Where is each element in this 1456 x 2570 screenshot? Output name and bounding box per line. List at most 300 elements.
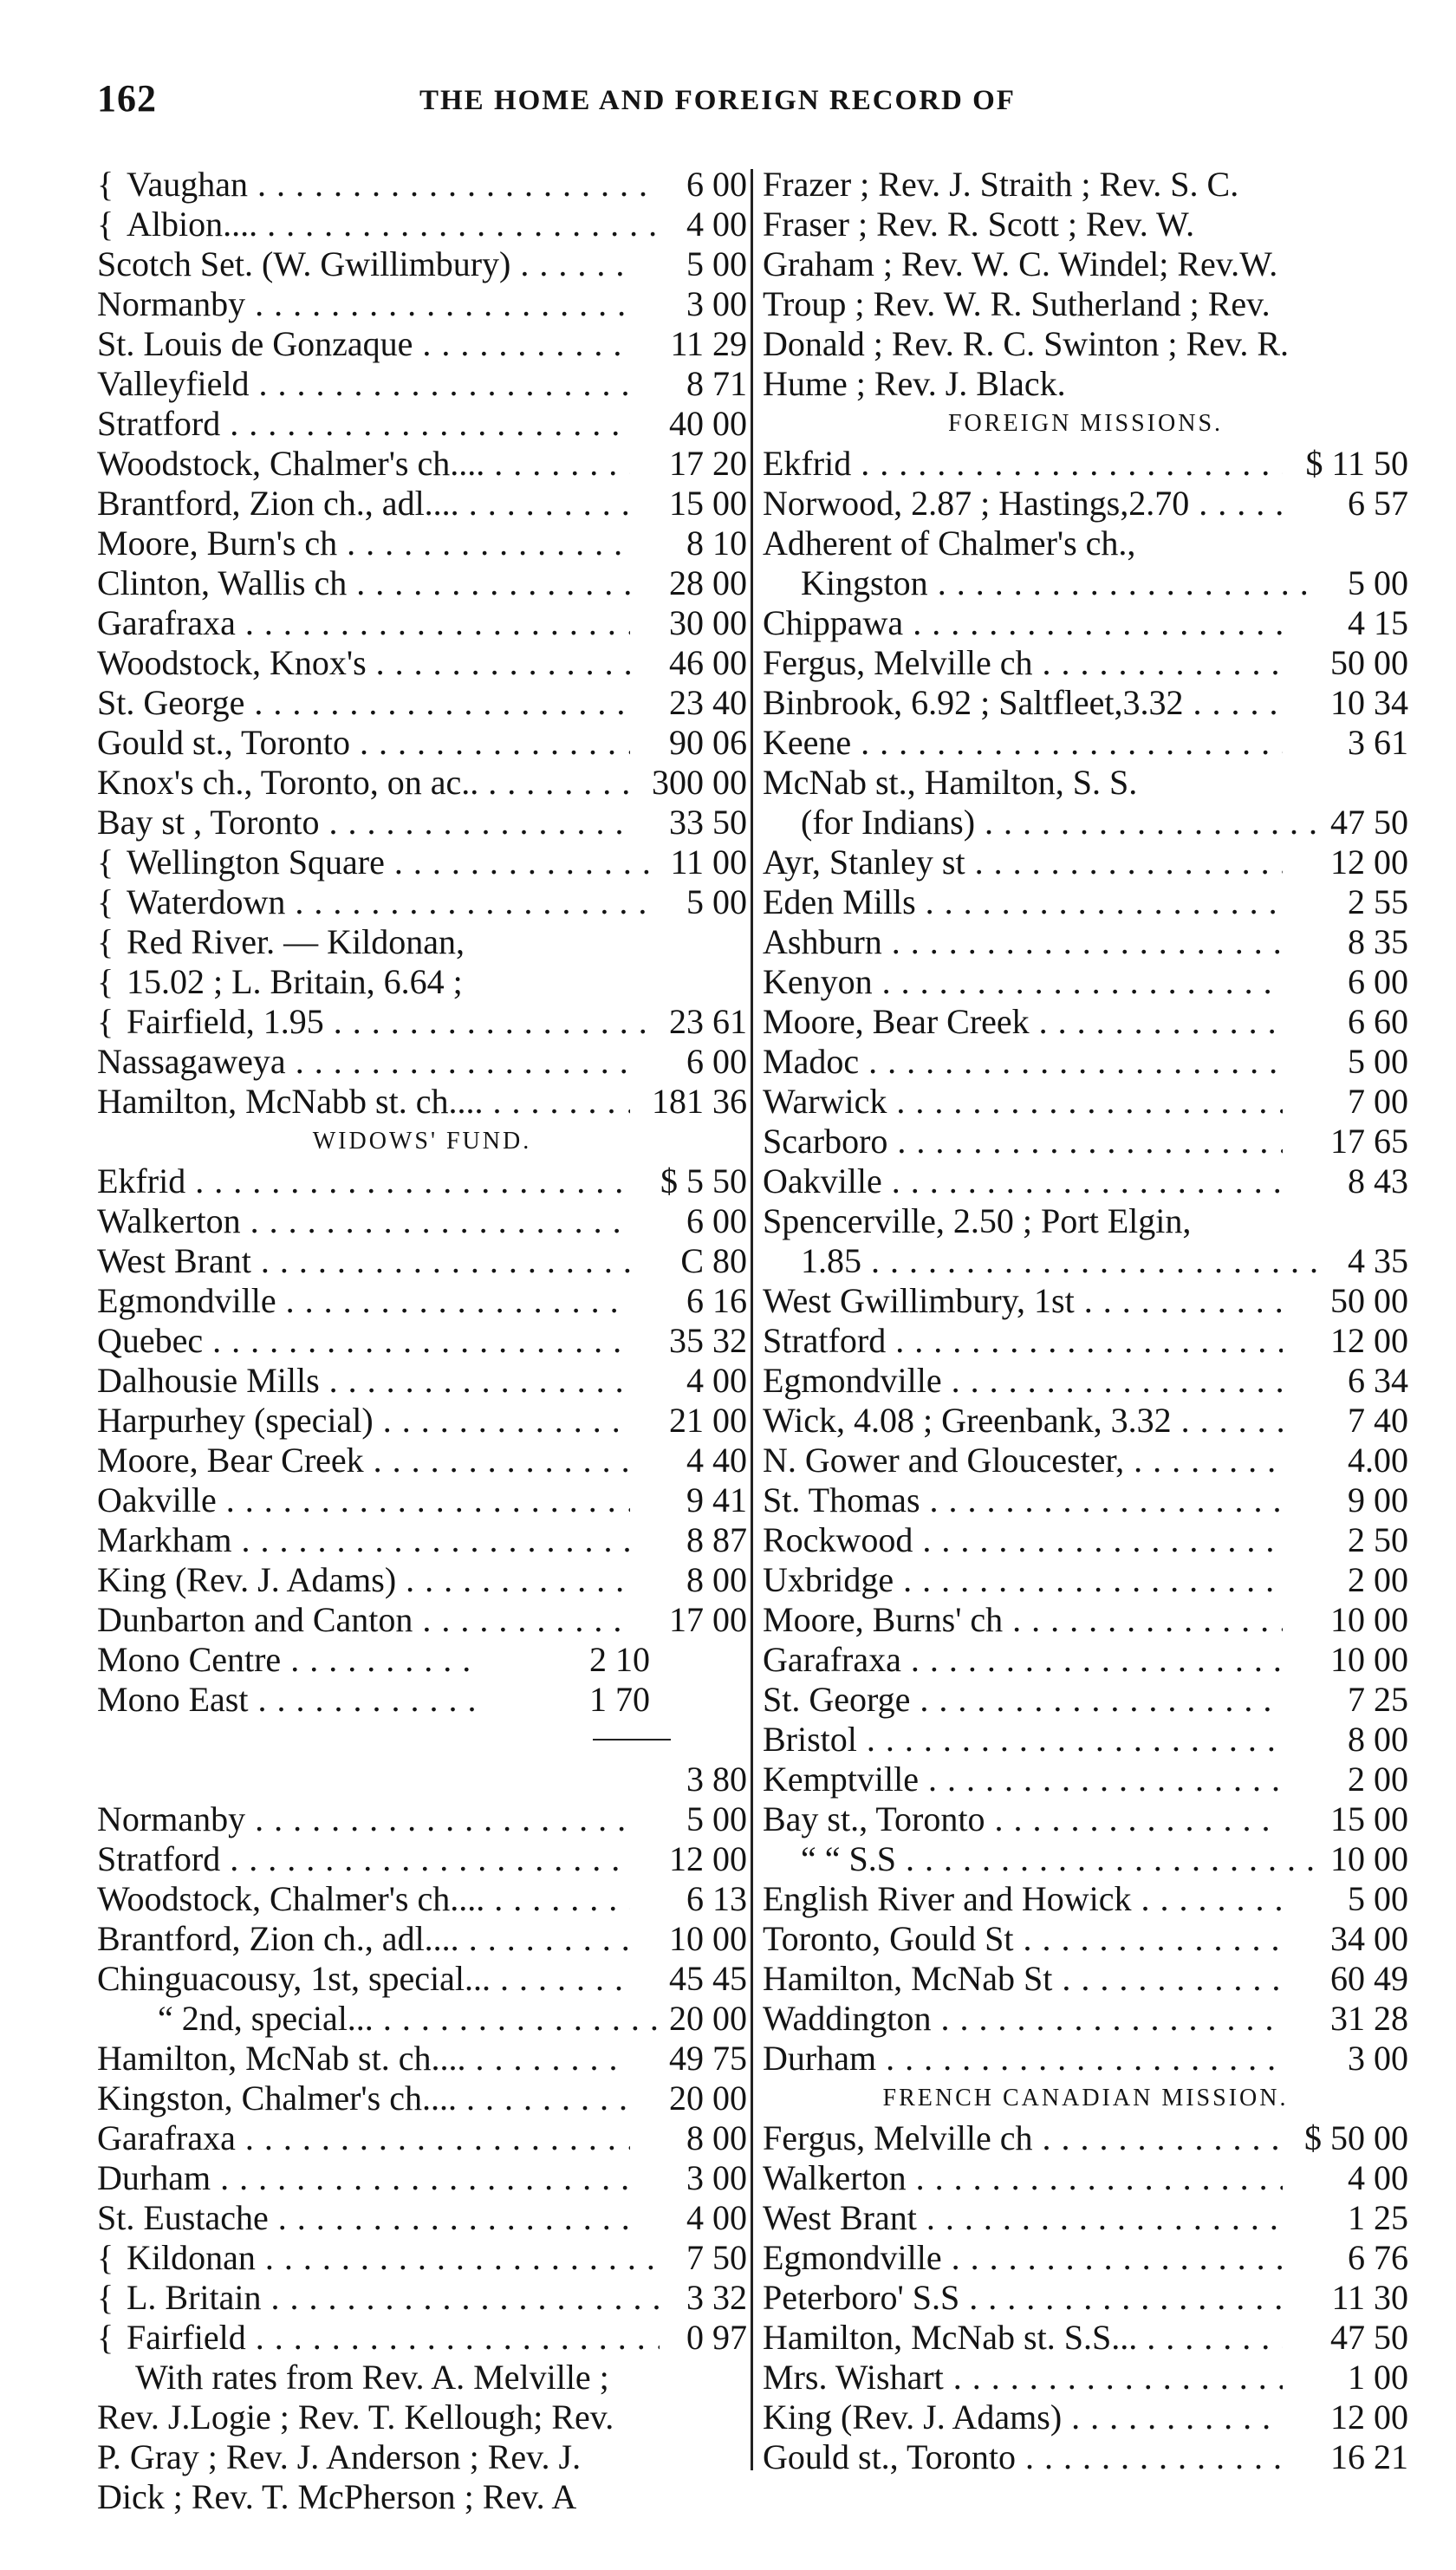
entry-label: Garafraxa . . .: [763, 1640, 1283, 1680]
entry-amount: 12 00: [1323, 843, 1408, 882]
entry-amount: 31 28: [1323, 1999, 1408, 2039]
ledger-row: [763, 563, 1408, 603]
entry-amount: 6 00: [679, 1042, 747, 1082]
entry-amount: 6 00: [679, 165, 747, 205]
page-header: [97, 76, 1380, 137]
entry-label: Donald ; Rev. R. C. Swinton ; Rev. R.: [763, 324, 1290, 363]
entry-label: Waddington . . .: [763, 1999, 1283, 2039]
ledger-row: [97, 723, 747, 763]
entry-amount: C 80: [673, 1241, 747, 1281]
ledger-row: [763, 803, 1408, 843]
entry-label: Gould st., Toronto . . .: [97, 723, 630, 763]
entry-amount: 40 00: [662, 404, 747, 444]
entry-amount: 16 21: [1323, 2437, 1408, 2477]
ledger-row: [763, 2158, 1408, 2198]
entry-amount: 6 34: [1341, 1361, 1408, 1401]
ledger-row: [97, 2158, 747, 2198]
entry-label: Wick, 4.08 ; Greenbank, 3.32 . . .: [763, 1401, 1283, 1441]
entry-amount: 47 50: [1323, 2318, 1408, 2358]
brace-mark: {: [97, 962, 114, 1001]
ledger-row: [763, 922, 1408, 962]
section-heading-text: FOREIGN MISSIONS.: [947, 410, 1224, 437]
entry-label: Kenyon . . .: [763, 962, 1283, 1002]
ledger-row: [763, 1321, 1408, 1361]
entry-label: Garafraxa . . .: [97, 603, 630, 643]
entry-label: “ “ S.S . . .: [801, 1839, 1321, 1879]
entry-label: Hamilton, McNabb st. ch.... . . .: [97, 1082, 630, 1122]
ledger-row: [763, 2198, 1408, 2238]
ledger-row: [97, 2318, 747, 2358]
ledger-row: [763, 723, 1408, 763]
ledger-row: [763, 763, 1408, 803]
entry-amount: 3 00: [679, 2158, 747, 2198]
ledger-row: [97, 1839, 747, 1879]
entry-label: Bay st., Toronto . . .: [763, 1799, 1283, 1839]
entry-label: Fairfield, 1.95 . . .: [127, 1002, 660, 1042]
entry-amount: 4 35: [1341, 1241, 1408, 1281]
entry-label: West Brant . . .: [97, 1241, 630, 1281]
entry-amount: 6 57: [1341, 484, 1408, 524]
entry-label: Ekfrid . . .: [763, 444, 1283, 484]
ledger-row: [97, 603, 747, 643]
ledger-row: [97, 922, 747, 962]
ledger-row: [763, 2118, 1408, 2158]
entry-label: Gould st., Toronto . . .: [763, 2437, 1283, 2477]
entry-label: Kingston, Chalmer's ch.... . . .: [97, 2079, 630, 2118]
entry-amount: 1 25: [1341, 2198, 1408, 2238]
entry-label: Dalhousie Mills . . .: [97, 1361, 630, 1401]
brace-mark: {: [97, 922, 114, 961]
entry-label: Egmondville . . .: [763, 1361, 1283, 1401]
ledger-row: [97, 1720, 747, 1760]
entry-amount: 3 80: [679, 1760, 747, 1799]
ledger-row: [97, 2477, 747, 2517]
entry-label: P. Gray ; Rev. J. Anderson ; Rev. J.: [97, 2437, 582, 2476]
ledger-row: [97, 1241, 747, 1281]
ledger-row: [763, 244, 1408, 284]
entry-amount: $ 50 00: [1297, 2118, 1408, 2158]
entry-amount: 4.00: [1341, 1441, 1408, 1480]
entry-label: Woodstock, Chalmer's ch.... . . .: [97, 1879, 630, 1919]
entry-label: West Gwillimbury, 1st . . .: [763, 1281, 1283, 1321]
ledger-row: [763, 364, 1408, 404]
ledger-row: [97, 165, 747, 205]
ledger-row: [763, 2398, 1408, 2437]
entry-label: Madoc . . .: [763, 1042, 1283, 1082]
entry-label: Ekfrid . . .: [97, 1161, 630, 1201]
ledger-row: [97, 2278, 747, 2318]
entry-amount: 49 75: [662, 2039, 747, 2079]
ledger-row: [97, 1760, 747, 1799]
entry-label: Rockwood . . .: [763, 1520, 1283, 1560]
entry-amount: 8 00: [679, 2118, 747, 2158]
entry-label: “ 2nd, special... . . .: [158, 1999, 691, 2039]
entry-label: Spencerville, 2.50 ; Port Elgin,: [763, 1201, 1192, 1240]
entry-amount: 3 00: [1341, 2039, 1408, 2079]
entry-amount: 20 00: [662, 2079, 747, 2118]
ledger-row: [97, 1082, 747, 1122]
ledger-row: [763, 1959, 1408, 1999]
ledger-row: [763, 1401, 1408, 1441]
entry-amount: 4 15: [1341, 603, 1408, 643]
entry-amount: 5 00: [679, 882, 747, 922]
entry-label: Red River. — Kildonan,: [127, 922, 465, 961]
entry-amount: 300 00: [645, 763, 747, 803]
ledger-row: [763, 1839, 1408, 1879]
entry-amount: 8 71: [679, 364, 747, 404]
entry-amount: 17 20: [662, 444, 747, 484]
entry-amount: 7 00: [1341, 1082, 1408, 1122]
ledger-row: [763, 1241, 1408, 1281]
entry-label: St. George . . .: [763, 1680, 1283, 1720]
ledger-row: [97, 444, 747, 484]
entry-label: Chinguacousy, 1st, special... . . .: [97, 1959, 630, 1999]
section-heading-text: FRENCH CANADIAN MISSION.: [882, 2085, 1289, 2111]
section-heading: [763, 2079, 1408, 2118]
ledger-row: [763, 962, 1408, 1002]
ledger-row: [763, 1919, 1408, 1959]
section-heading-text: WIDOWS' FUND.: [312, 1128, 532, 1155]
entry-amount: 4 00: [679, 205, 747, 244]
entry-label: Ayr, Stanley st . . .: [763, 843, 1283, 882]
ledger-row: [763, 1760, 1408, 1799]
entry-label: Norwood, 2.87 ; Hastings,2.70 . . .: [763, 484, 1283, 524]
ledger-row: [97, 1281, 747, 1321]
entry-label: Clinton, Wallis ch . . .: [97, 563, 630, 603]
entry-amount: 4 40: [679, 1441, 747, 1480]
entry-amount: 3 32: [679, 2278, 747, 2318]
entry-amount: 17 00: [662, 1600, 747, 1640]
ledger-row: [97, 1879, 747, 1919]
entry-amount: 23 40: [662, 683, 747, 723]
entry-amount: 15 00: [1323, 1799, 1408, 1839]
ledger-row: [763, 205, 1408, 244]
ledger-row: [763, 2238, 1408, 2278]
entry-label: Hamilton, McNab St . . .: [763, 1959, 1283, 1999]
entry-label: Durham . . .: [97, 2158, 630, 2198]
entry-label: St. George . . .: [97, 683, 630, 723]
entry-label: Hamilton, McNab st. ch.... . . .: [97, 2039, 630, 2079]
entry-amount: 3 61: [1341, 723, 1408, 763]
entry-amount: $ 11 50: [1298, 444, 1408, 484]
entry-label: Hamilton, McNab st. S.S... . . .: [763, 2318, 1283, 2358]
ledger-row: [763, 1361, 1408, 1401]
entry-label: Dunbarton and Canton . . .: [97, 1600, 630, 1640]
ledger-row: [763, 2318, 1408, 2358]
entry-label: Fergus, Melville ch . . .: [763, 2118, 1283, 2158]
ledger-row: [97, 2039, 747, 2079]
entry-amount: 8 00: [679, 1560, 747, 1600]
entry-label: Uxbridge . . .: [763, 1560, 1283, 1600]
ledger-row: [763, 284, 1408, 324]
entry-amount: 7 50: [679, 2238, 747, 2278]
entry-amount: 7 25: [1341, 1680, 1408, 1720]
ledger-row: [763, 1042, 1408, 1082]
ledger-row: [763, 2437, 1408, 2477]
entry-label: Garafraxa . . .: [97, 2118, 630, 2158]
ledger-row: [763, 444, 1408, 484]
entry-label: Adherent of Chalmer's ch.,: [763, 524, 1136, 563]
entry-amount: 6 60: [1341, 1002, 1408, 1042]
subtotal-rule: [593, 1739, 671, 1740]
entry-amount: 34 00: [1323, 1919, 1408, 1959]
entry-label: Kemptville . . .: [763, 1760, 1283, 1799]
entry-label: Walkerton . . .: [763, 2158, 1283, 2198]
ledger-row: [97, 683, 747, 723]
ledger-row: [97, 205, 747, 244]
entry-amount: 6 16: [679, 1281, 747, 1321]
ledger-row: [97, 1799, 747, 1839]
entry-amount: 6 76: [1341, 2238, 1408, 2278]
brace-mark: {: [97, 843, 114, 882]
entry-amount: 1 00: [1341, 2358, 1408, 2398]
ledger-row: [763, 643, 1408, 683]
ledger-row: [763, 1281, 1408, 1321]
entry-amount: 12 00: [1323, 1321, 1408, 1361]
ledger-row: [97, 2118, 747, 2158]
entry-label: Eden Mills . . .: [763, 882, 1283, 922]
ledger-row: [763, 1520, 1408, 1560]
ledger-row: [97, 2398, 747, 2437]
ledger-row: [97, 1999, 747, 2039]
entry-label: Hume ; Rev. J. Black.: [763, 364, 1066, 403]
entry-amount: 23 61: [662, 1002, 747, 1042]
ledger-row: [97, 524, 747, 563]
entry-label: Moore, Bear Creek . . .: [97, 1441, 630, 1480]
entry-label: McNab st., Hamilton, S. S.: [763, 763, 1138, 802]
entry-label: Brantford, Zion ch., adl.... . . .: [97, 1919, 630, 1959]
entry-label: Woodstock, Knox's . . .: [97, 643, 630, 683]
entry-amount: 90 06: [662, 723, 747, 763]
ledger-row: [97, 1560, 747, 1600]
entry-amount: $ 5 50: [653, 1161, 747, 1201]
brace-mark: {: [97, 2278, 114, 2317]
entry-label: Wellington Square . . .: [127, 843, 660, 882]
entry-label: Normanby . . .: [97, 1799, 630, 1839]
entry-amount: 33 50: [662, 803, 747, 843]
ledger-row: [97, 1919, 747, 1959]
entry-amount: 50 00: [1323, 643, 1408, 683]
entry-label: Binbrook, 6.92 ; Saltfleet,3.32 . . .: [763, 683, 1283, 723]
entry-amount: 5 00: [679, 1799, 747, 1839]
ledger-row: [97, 1680, 747, 1720]
entry-amount: 5 00: [679, 244, 747, 284]
entry-label: St. Thomas . . .: [763, 1480, 1283, 1520]
entry-amount: 10 00: [1323, 1839, 1408, 1879]
entry-label: Walkerton . . .: [97, 1201, 630, 1241]
entry-amount: 9 41: [679, 1480, 747, 1520]
ledger-row: [763, 1560, 1408, 1600]
entry-label: Mrs. Wishart . . .: [763, 2358, 1283, 2398]
entry-label: Stratford . . .: [97, 1839, 630, 1879]
entry-label: Vaughan . . .: [127, 165, 660, 205]
entry-amount: 10 00: [1323, 1640, 1408, 1680]
entry-amount: 4 00: [1341, 2158, 1408, 2198]
brace-mark: {: [97, 1002, 114, 1041]
brace-mark: {: [97, 165, 114, 204]
ledger-row: [97, 1640, 747, 1680]
ledger-row: [763, 2039, 1408, 2079]
entry-amount: 12 00: [1323, 2398, 1408, 2437]
entry-label: Nassagaweya . . .: [97, 1042, 630, 1082]
entry-label: Moore, Bear Creek . . .: [763, 1002, 1283, 1042]
left-column: [97, 165, 747, 2517]
entry-amount: 30 00: [662, 603, 747, 643]
entry-label: Bristol . . .: [763, 1720, 1283, 1760]
ledger-row: [763, 1640, 1408, 1680]
ledger-row: [97, 2437, 747, 2477]
ledger-row: [763, 882, 1408, 922]
entry-amount: 6 00: [1341, 962, 1408, 1002]
entry-label: Troup ; Rev. W. R. Sutherland ; Rev.: [763, 284, 1271, 323]
ledger-row: [763, 2278, 1408, 2318]
entry-amount: 8 10: [679, 524, 747, 563]
ledger-row: [763, 1600, 1408, 1640]
entry-amount: 11 29: [663, 324, 747, 364]
entry-label: Frazer ; Rev. J. Straith ; Rev. S. C.: [763, 165, 1239, 204]
entry-label: Markham . . .: [97, 1520, 630, 1560]
entry-label: Fergus, Melville ch . . .: [763, 643, 1283, 683]
ledger-row: [97, 803, 747, 843]
right-column: [763, 165, 1408, 2477]
entry-label: Albion.... . . .: [127, 205, 660, 244]
ledger-row: [97, 1002, 747, 1042]
entry-label: Keene . . .: [763, 723, 1283, 763]
entry-amount: 6 13: [679, 1879, 747, 1919]
entry-amount: 50 00: [1323, 1281, 1408, 1321]
ledger-row: [763, 1441, 1408, 1480]
ledger-row: [97, 843, 747, 882]
entry-amount: 9 00: [1341, 1480, 1408, 1520]
entry-label: Graham ; Rev. W. C. Windel; Rev.W.: [763, 244, 1278, 283]
entry-label: Bay st , Toronto . . .: [97, 803, 630, 843]
ledger-row: [97, 484, 747, 524]
entry-label: West Brant . . .: [763, 2198, 1283, 2238]
entry-amount: 4 00: [679, 2198, 747, 2238]
section-heading: [97, 1122, 747, 1161]
entry-amount: 2 50: [1341, 1520, 1408, 1560]
entry-label: Harpurhey (special) . . .: [97, 1401, 630, 1441]
entry-label: King (Rev. J. Adams) . . .: [97, 1560, 630, 1600]
entry-label: Fraser ; Rev. R. Scott ; Rev. W.: [763, 205, 1195, 244]
ledger-row: [97, 1361, 747, 1401]
entry-label: Moore, Burn's ch . . .: [97, 524, 630, 563]
entry-amount: 8 00: [1341, 1720, 1408, 1760]
ledger-row: [763, 1480, 1408, 1520]
entry-amount: 35 32: [662, 1321, 747, 1361]
entry-label: Egmondville . . .: [763, 2238, 1283, 2278]
ledger-row: [97, 284, 747, 324]
entry-amount: 5 00: [1341, 1042, 1408, 1082]
entry-label: With rates from Rev. A. Melville ;: [135, 2358, 609, 2397]
ledger-row: [763, 1999, 1408, 2039]
entry-label: L. Britain . . .: [127, 2278, 660, 2318]
ledger-row: [97, 2079, 747, 2118]
ledger-row: [97, 1321, 747, 1361]
entry-label: Quebec . . .: [97, 1321, 630, 1361]
entry-amount: 8 43: [1341, 1161, 1408, 1201]
entry-label: Egmondville . . .: [97, 1281, 630, 1321]
entry-amount: 0 97: [679, 2318, 747, 2358]
ledger-row: [97, 244, 747, 284]
entry-subamount: 1 70: [582, 1680, 650, 1720]
entry-amount: 2 55: [1341, 882, 1408, 922]
ledger-row: [97, 364, 747, 404]
entry-amount: 60 49: [1323, 1959, 1408, 1999]
entry-label: Scarboro . . .: [763, 1122, 1283, 1161]
entry-label: Mono Centre . . .: [97, 1640, 478, 1680]
entry-label: Kildonan . . .: [127, 2238, 660, 2278]
ledger-row: [97, 763, 747, 803]
entry-label: St. Louis de Gonzaque . . .: [97, 324, 630, 364]
ledger-row: [763, 843, 1408, 882]
ledger-row: [97, 2358, 747, 2398]
ledger-row: [97, 2238, 747, 2278]
entry-amount: 12 00: [662, 1839, 747, 1879]
entry-label: Valleyfield . . .: [97, 364, 630, 404]
ledger-row: [763, 1680, 1408, 1720]
entry-amount: 7 40: [1341, 1401, 1408, 1441]
ledger-row: [97, 882, 747, 922]
entry-amount: 2 00: [1341, 1760, 1408, 1799]
entry-label: Stratford . . .: [763, 1321, 1283, 1361]
ledger-row: [763, 1720, 1408, 1760]
entry-label: Mono East . . .: [97, 1680, 478, 1720]
ledger-row: [763, 683, 1408, 723]
entry-label: Normanby . . .: [97, 284, 630, 324]
entry-amount: 5 00: [1341, 1879, 1408, 1919]
ledger-row: [763, 2358, 1408, 2398]
ledger-row: [763, 1879, 1408, 1919]
entry-label: Scotch Set. (W. Gwillimbury) . . .: [97, 244, 630, 284]
ledger-row: [763, 603, 1408, 643]
entry-label: (for Indians) . . .: [801, 803, 1321, 843]
entry-amount: 181 36: [645, 1082, 747, 1122]
entry-label: 1.85 . . .: [801, 1241, 1321, 1281]
brace-mark: {: [97, 882, 114, 921]
ledger-row: [97, 324, 747, 364]
entry-label: Durham . . .: [763, 2039, 1283, 2079]
ledger-row: [97, 1161, 747, 1201]
entry-amount: 47 50: [1323, 803, 1408, 843]
entry-amount: 10 34: [1323, 683, 1408, 723]
entry-label: Dick ; Rev. T. McPherson ; Rev. A: [97, 2477, 577, 2516]
ledger-row: [97, 404, 747, 444]
page-number: 162: [97, 77, 157, 120]
ledger-row: [763, 484, 1408, 524]
entry-label: Waterdown . . .: [127, 882, 660, 922]
ledger-row: [763, 1082, 1408, 1122]
entry-label: Rev. J.Logie ; Rev. T. Kellough; Rev.: [97, 2398, 614, 2437]
entry-label: Knox's ch., Toronto, on ac.. . . .: [97, 763, 630, 803]
ledger-row: [97, 1600, 747, 1640]
entry-amount: 20 00: [662, 1999, 747, 2039]
brace-mark: {: [97, 205, 114, 244]
ledger-row: [97, 962, 747, 1002]
entry-amount: 15 00: [662, 484, 747, 524]
entry-label: Oakville . . .: [763, 1161, 1283, 1201]
ledger-row: [97, 1441, 747, 1480]
entry-amount: 8 35: [1341, 922, 1408, 962]
running-head: THE HOME AND FOREIGN RECORD OF: [419, 85, 1016, 116]
entry-label: English River and Howick . . .: [763, 1879, 1283, 1919]
ledger-row: [97, 1480, 747, 1520]
entry-amount: 11 30: [1324, 2278, 1408, 2318]
entry-amount: 46 00: [662, 643, 747, 683]
entry-label: King (Rev. J. Adams) . . .: [763, 2398, 1283, 2437]
entry-label: Brantford, Zion ch., adl.... . . .: [97, 484, 630, 524]
entry-amount: 4 00: [679, 1361, 747, 1401]
